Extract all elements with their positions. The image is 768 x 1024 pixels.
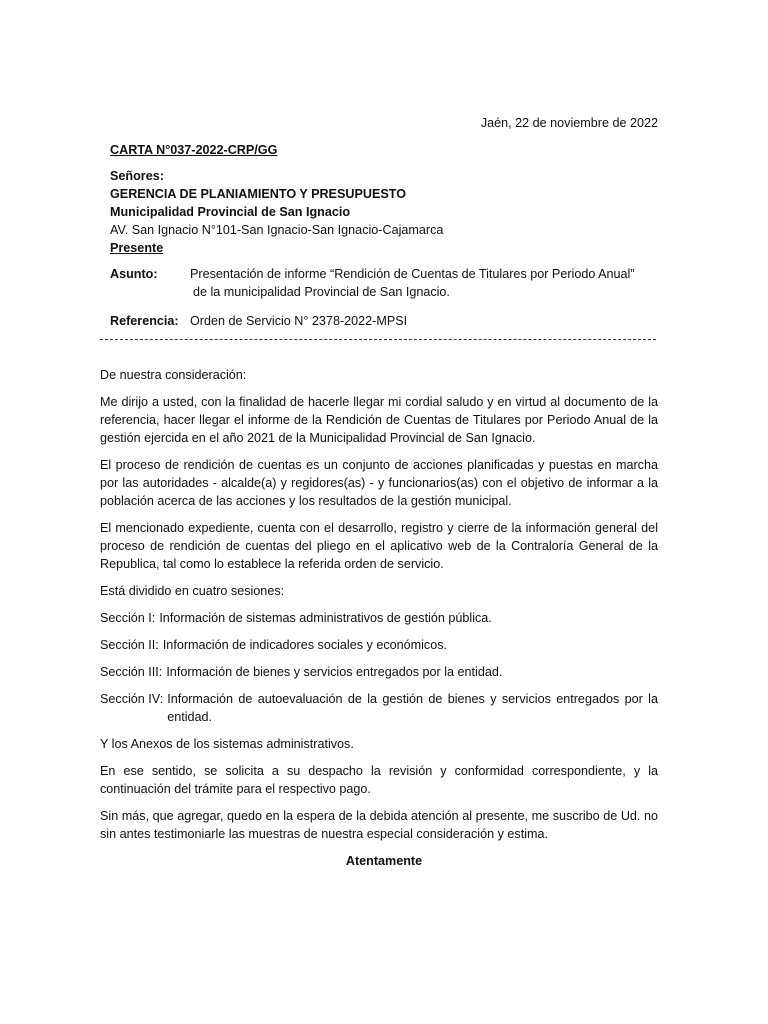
letter-body — [100, 366, 658, 852]
greeting: De nuestra consideración: — [100, 368, 247, 382]
closing: Atentamente — [345, 854, 423, 868]
section-text: Información de sistemas administrativos de gestión pública. — [159, 611, 492, 625]
section-label: Sección III: — [100, 665, 163, 679]
subject-line-1: Presentación de informe “Rendición de Cuentas de Titulares por Periodo Anual” — [190, 267, 635, 281]
recipient-address: AV. San Ignacio N°101-San Ignacio-San Ignacio-Cajamarca — [110, 223, 444, 237]
section-label: Sección II: — [100, 638, 159, 652]
sections-intro: Está dividido en cuatro sesiones: — [100, 584, 285, 598]
subject-line-2: de la municipalidad Provincial de San Ignacio. — [193, 285, 450, 299]
subject-block — [110, 265, 670, 301]
presente-label: Presente — [110, 241, 164, 255]
reference-label: Referencia: — [110, 314, 179, 328]
section-item — [100, 663, 658, 681]
reference-value: Orden de Servicio N° 2378-2022-MPSI — [190, 314, 408, 328]
paragraph-2: El proceso de rendición de cuentas es un conjunto de acciones planificadas y puestas en marcha por las autoridades - alcalde(a) y regidores(as) - y funcionarios(as) con el objetivo de informar a la población acerca de las acciones y los resultados de la gestión municipal. — [100, 458, 658, 508]
annexes-line: Y los Anexos de los sistemas administrativos. — [100, 737, 354, 751]
recipient-organization: Municipalidad Provincial de San Ignacio — [110, 205, 351, 219]
section-text: Información de bienes y servicios entregados por la entidad. — [166, 665, 503, 679]
reference-block — [110, 312, 407, 330]
letter-date: Jaén, 22 de noviembre de 2022 — [480, 116, 658, 130]
recipient-department: GERENCIA DE PLANIAMIENTO Y PRESUPUESTO — [110, 187, 407, 201]
section-text: Información de autoevaluación de la gestión de bienes y servicios entregados por la entidad. — [167, 692, 658, 724]
paragraph-4: En ese sentido, se solicita a su despacho la revisión y conformidad correspondiente, y la continuación del trámite para el respectivo pago. — [100, 764, 658, 796]
section-label: Sección IV: — [100, 692, 164, 706]
letter-code: CARTA N°037-2022-CRP/GG — [110, 143, 278, 157]
paragraph-1: Me dirijo a usted, con la finalidad de hacerle llegar mi cordial saludo y en virtud al documento de la referencia, hacer llegar el informe de la Rendición de Cuentas de Titulares por Periodo Anual de la gestión ejercida en el año 2021 de la Municipalidad Provincial de San Ignacio. — [100, 395, 658, 445]
section-item — [100, 609, 658, 627]
salutation: Señores: — [110, 169, 164, 183]
dashed-separator — [100, 339, 656, 340]
recipient-block — [110, 167, 670, 257]
subject-label: Asunto: — [110, 267, 158, 281]
section-item — [100, 636, 658, 654]
section-label: Sección I: — [100, 611, 156, 625]
paragraph-3: El mencionado expediente, cuenta con el desarrollo, registro y cierre de la información general del proceso de rendición de cuentas del pliego en el aplicativo web de la Contraloría General de la Republica, tal como lo establece la referida orden de servicio. — [100, 521, 658, 571]
paragraph-5: Sin más, que agregar, quedo en la espera de la debida atención al presente, me suscribo de Ud. no sin antes testimoniarle las muestras de nuestra especial consideración y estima. — [100, 809, 658, 841]
section-item — [100, 690, 658, 726]
section-text: Información de indicadores sociales y económicos. — [162, 638, 448, 652]
